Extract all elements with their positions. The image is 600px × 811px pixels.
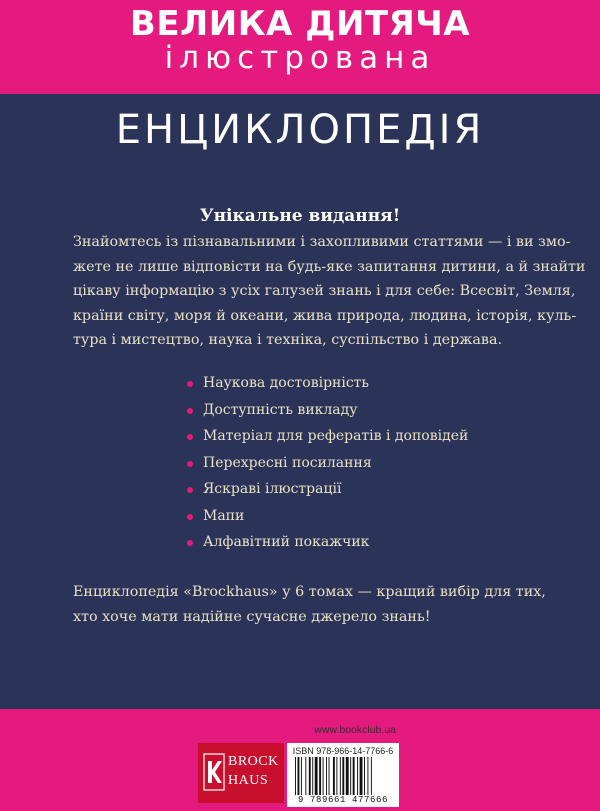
feature-item [187,476,468,503]
feature-item [187,370,468,397]
barcode-bar [364,757,365,795]
bullet-icon [187,487,193,493]
feature-label: Яскраві ілюстрації [203,481,342,497]
barcode-bar [305,757,306,795]
closing-line: хто хоче мати надійне сучасне джерело знань! [73,609,431,625]
website-link[interactable]: www.bookclub.ua [314,724,396,736]
barcode-bar [301,757,302,795]
title-line-2: ілюстрована [164,40,436,76]
lead-line: Знайомтесь із пізнавальними і захопливими статтями — і ви змо- [73,234,571,250]
feature-list [187,370,468,556]
lead-line: країни світу, моря й океани, жива природа, людина, історія, куль- [73,307,577,324]
barcode-bar [329,757,330,795]
publisher-name-line-1: BROCK [228,754,279,769]
publisher-name-line-2: HAUS [228,773,269,788]
panel-heading: Унікальне видання! [199,206,401,226]
barcode-bar [350,757,351,795]
feature-item [187,397,468,424]
bullet-icon [187,381,193,387]
lead-line: тура і мистецтво, наука і техніка, суспільство і держава. [73,332,503,348]
closing-line: Енциклопедія «Brockhaus» у 6 томах — кращий вибір для тих, [73,584,546,600]
barcode-bar [295,757,296,795]
feature-item [187,529,468,556]
barcode-bar [357,757,358,795]
bullet-icon [187,434,193,440]
barcode-bar [346,757,349,795]
barcode-bar [371,757,372,795]
feature-label: Матеріал для рефератів і доповідей [203,428,469,444]
title-line-1: ВЕЛИКА ДИТЯЧА [129,4,471,44]
feature-item [187,423,468,450]
footer [0,709,600,811]
barcode-bar [319,757,321,795]
barcode-bar [323,757,324,795]
barcode-bar [298,757,300,795]
barcode-bar [353,757,355,795]
lead-line: цікаву інформацію з усіх галузей знань і для себе: Всесвіт, Земля, [73,283,576,299]
bullet-icon [187,514,193,520]
barcode-bars [293,757,393,795]
barcode-bar [367,757,368,795]
barcode-bar [336,757,337,795]
isbn-barcode [287,743,399,807]
feature-label: Перехресні посилання [203,454,372,471]
bullet-icon [187,540,193,546]
barcode-bar [309,757,311,795]
feature-label: Доступність викладу [203,401,358,418]
brockhaus-emblem-icon [203,753,225,791]
barcode-bar [312,757,313,795]
feature-label: Мапи [203,507,245,524]
feature-label: Алфавітний покажчик [203,534,370,550]
barcode-digits: 9 789661 477666 [297,795,388,805]
bullet-icon [187,408,193,414]
feature-item [187,450,468,477]
barcode-bar [315,757,318,795]
lead-line: жете не лише відповісти на будь-яке запитання дитини, а й знайти [73,258,586,275]
publisher-logo [198,743,284,803]
closing-paragraph [73,580,546,630]
isbn-label: ISBN 978-966-14-7766-6 [292,746,394,756]
barcode-bar [360,757,363,795]
barcode-bar [340,757,341,795]
feature-item [187,503,468,530]
title-line-3: ЕНЦИКЛОПЕДІЯ [115,107,485,153]
barcode-bar [326,757,327,795]
lead-paragraph [73,230,586,353]
bullet-icon [187,461,193,467]
feature-label: Наукова достовірність [203,375,370,391]
barcode-bar [342,757,344,795]
barcode-bar [333,757,335,795]
